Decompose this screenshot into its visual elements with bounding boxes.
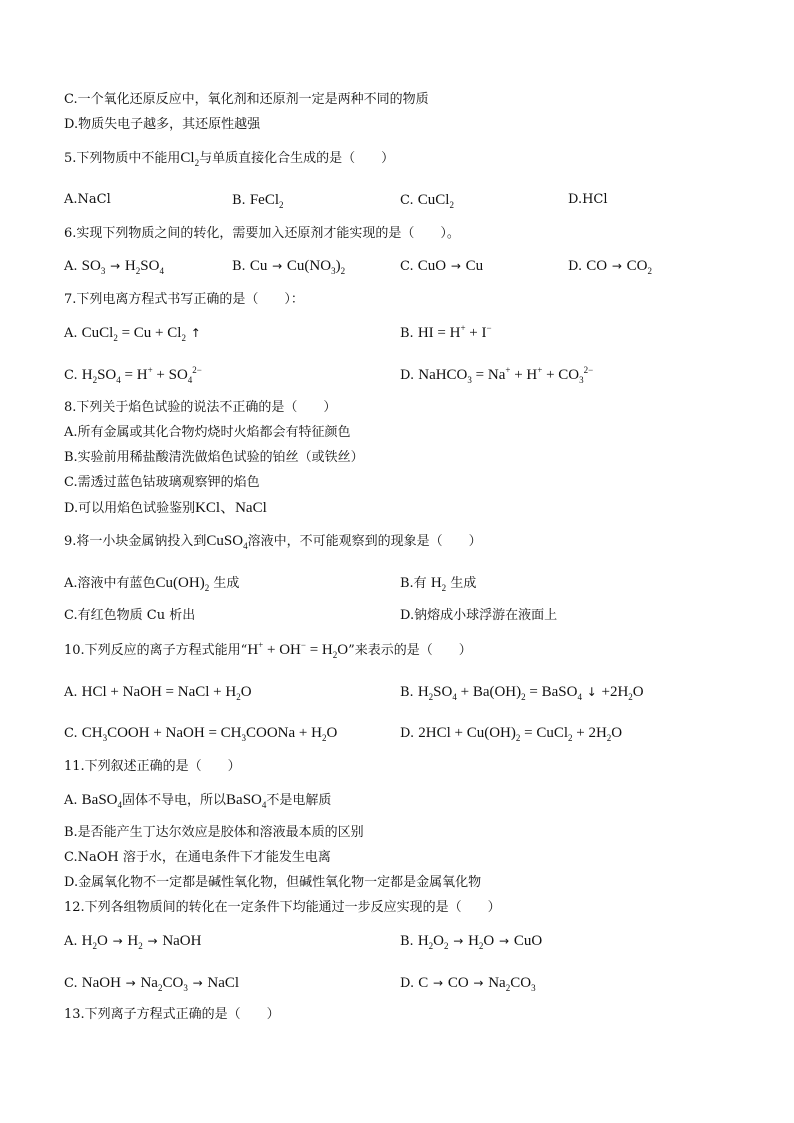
q8-option-a: A.所有金属或其化合物灼烧时火焰都会有特征颜色 [64, 425, 351, 440]
q7-option-b: B. HI = H+ + I− [400, 323, 492, 341]
q8-option-d: D.可以用焰色试验鉴别KCl、NaCl [64, 500, 267, 516]
q13-stem: 13.下列离子方程式正确的是（ ） [64, 1007, 280, 1022]
q12-option-b: B. $H_2O_2 \to H_2O$ → CuO [400, 933, 543, 951]
q6-option-d: D. CO → $CO_2$ [568, 258, 652, 276]
q8-option-b: B.实验前用稀盐酸清洗做焰色试验的铂丝（或铁丝） [64, 450, 364, 465]
q6-option-b: B. $Cu \to Cu(NO_3)_2$ [232, 258, 346, 276]
q6-option-c: C. CuO → Cu [400, 258, 484, 274]
q9-option-c: C.有红色物质 Cu 析出 [64, 608, 196, 623]
q10-option-a: A. HCl + NaOH = NaCl + $H_2O$ [64, 684, 252, 702]
q10-option-d: D. $2HCl + Cu(OH)_2$ = CuCl$_2$ + $2H_2O$ [400, 725, 623, 743]
q11-option-c: C.NaOH 溶于水，在通电条件下才能发生电离 [64, 850, 331, 865]
q7-option-d: D. NaHCO$_3$ = $Na^+ + H^+ + CO_3^{2-}$ [400, 365, 594, 385]
q11-option-d: D.金属氧化物不一定都是碱性氧化物，但碱性氧化物一定都是金属氧化物 [64, 875, 482, 890]
q10-option-b: B. $H_2SO_4 + Ba(OH)_2$ = BaSO$_4$ ↓ $+2H_2O$ [400, 684, 644, 702]
q7-option-c: C. $H_2SO_4 = H^+ + SO_4^{2-}$ [64, 365, 202, 385]
q4-option-d: D.物质失电子越多，其还原性越强 [64, 117, 261, 132]
q5-option-b: B. FeCl$_2$ [232, 192, 284, 210]
q10-option-c: C. $CH_3COOH$ + NaOH = $CH_3COONa + H_2O$ [64, 725, 338, 743]
q11-option-a: A. BaSO$_4$固体不导电，所以BaSO$_4$不是电解质 [64, 792, 332, 810]
q5-option-a: A.NaCl [64, 192, 111, 207]
q10-stem: 10.下列反应的离子方程式能用“$H^+ + OH^- = H_2O$”来表示的是（ ） [64, 640, 472, 660]
q7-option-a: A. CuCl$_2$ = $Cu + Cl_2$ ↑ [64, 325, 201, 343]
q9-stem: 9.将一小块金属钠投入到CuSO$_4$溶液中，不可能观察到的现象是（ ） [64, 533, 482, 551]
q12-option-a: A. $H_2O \to H_2$ → NaOH [64, 933, 202, 951]
q5-option-d: D.HCl [568, 192, 608, 207]
q8-stem: 8.下列关于焰色试验的说法不正确的是（ ） [64, 400, 337, 415]
q9-option-d: D.钠熔成小球浮游在液面上 [400, 608, 558, 623]
q4-option-c: C.一个氧化还原反应中，氧化剂和还原剂一定是两种不同的物质 [64, 92, 429, 107]
q11-stem: 11.下列叙述正确的是（ ） [64, 759, 241, 774]
q12-stem: 12.下列各组物质间的转化在一定条件下均能通过一步反应实现的是（ ） [64, 900, 501, 915]
q7-stem: 7.下列电离方程式书写正确的是（ ）： [64, 292, 304, 307]
q8-option-c: C.需透过蓝色钴玻璃观察钾的焰色 [64, 475, 260, 490]
q5-option-c: C. CuCl$_2$ [400, 192, 454, 210]
q12-option-c: C. NaOH → $Na_2CO_3$ → NaCl [64, 975, 240, 993]
q5-stem: 5.下列物质中不能用$Cl_2$与单质直接化合生成的是（ ） [64, 150, 395, 168]
q6-option-a: A. $SO_3 \to H_2SO_4$ [64, 258, 164, 276]
q11-option-b: B.是否能产生丁达尔效应是胶体和溶液最本质的区别 [64, 825, 364, 840]
q12-option-d: D. C → CO → $Na_2CO_3$ [400, 975, 536, 993]
q6-stem: 6.实现下列物质之间的转化，需要加入还原剂才能实现的是（ ）。 [64, 226, 460, 241]
q9-option-a: A.溶液中有蓝色$Cu(OH)_2$ 生成 [64, 575, 240, 593]
q9-option-b: B.有 $H_2$ 生成 [400, 575, 477, 593]
